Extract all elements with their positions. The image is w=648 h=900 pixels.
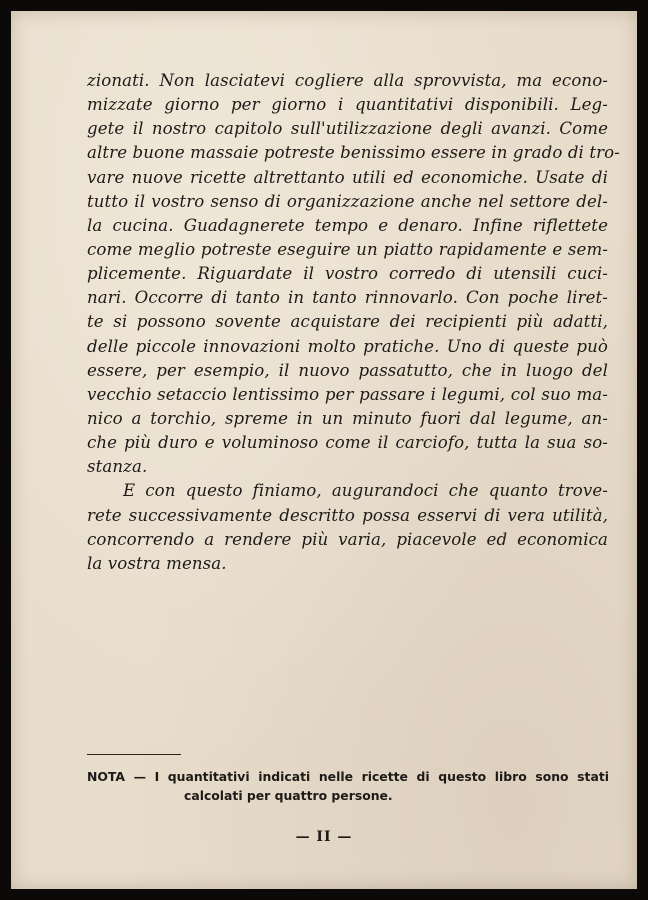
page-number: — II — [295,829,353,845]
text-line: gete il nostro capitolo sull'utilizzazione degli avanzi. Come [87,119,608,139]
text-line: essere, per esempio, il nuovo passatutto, che in luogo del [87,360,608,380]
text-line: concorrendo a rendere più varia, piacevole ed economica [87,529,608,549]
text-line: delle piccole innovazioni molto pratiche. Uno di queste può [87,336,608,356]
text-line: mizzate giorno per giorno i quantitativi disponibili. Leg- [87,95,608,115]
text-line: E con questo finiamo, augurandoci che quanto trove- [123,481,608,501]
text-line: vecchio setaccio lentissimo per passare i legumi, col suo ma- [87,384,608,404]
text-line: altre buone massaie potreste benissimo essere in grado di tro- [87,143,620,163]
text-line: che più duro e voluminoso come il carciofo, tutta la sua so- [87,433,608,453]
text-line: tutto il vostro senso di organizzazione anche nel settore del- [87,191,608,211]
text-line: stanza. [87,457,148,477]
text-line: nari. Occorre di tanto in tanto rinnovarlo. Con poche liret- [87,288,608,308]
body-text [87,69,620,576]
text-line: la cucina. Guadagnerete tempo e denaro. Infine riflettete [87,215,608,235]
text-line: vare nuove ricette altrettanto utili ed economiche. Usate di [87,167,608,187]
text-line: la vostra mensa. [87,553,227,573]
book-page [11,11,637,889]
text-line: come meglio potreste eseguire un piatto rapidamente e sem- [87,239,608,259]
footnote-line: NOTA — I quantitativi indicati nelle ricette di questo libro sono stati [87,769,609,784]
text-line: nico a torchio, spreme in un minuto fuori dal legume, an- [87,408,608,428]
footnote-divider [87,754,181,755]
text-line: plicemente. Riguardate il vostro corredo di utensili cuci- [87,264,608,284]
footnote-line: calcolati per quattro persone. [184,788,393,803]
text-line: rete successivamente descritto possa esservi di vera utilità, [87,505,608,525]
text-line: te si possono sovente acquistare dei recipienti più adatti, [87,312,608,332]
footnote [87,767,609,805]
text-line: zionati. Non lasciatevi cogliere alla sprovvista, ma econo- [87,71,608,90]
